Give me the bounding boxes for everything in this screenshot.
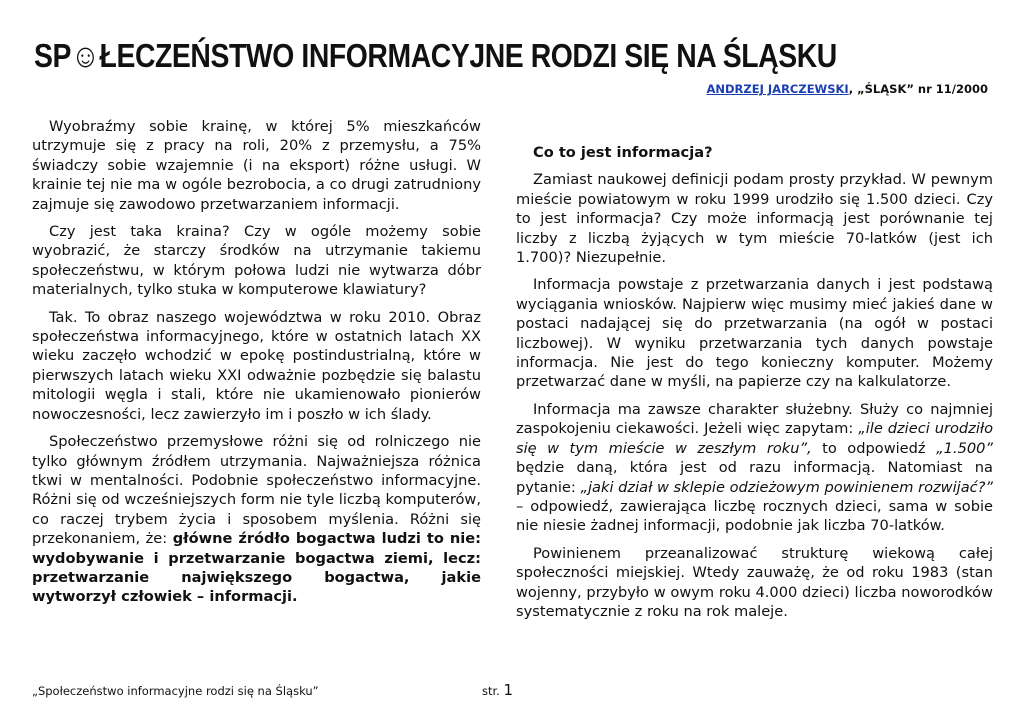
- author-link[interactable]: ANDRZEJ JARCZEWSKI: [706, 82, 849, 96]
- page-number: [482, 682, 513, 699]
- right-column: [516, 143, 993, 629]
- smiley-icon: ☺: [71, 37, 100, 74]
- paragraph-text: Informacja ma zawsze charakter służebny. Służy co najmniej zaspokojeniu ciekawości. Jeżeli więc zapytam:: [516, 400, 993, 438]
- paragraph-emphasis: główne źródło bogactwa ludzi to nie: wydobywanie i przetwarzanie bogactwa ziemi, lecz: przetwarzanie największego bogactwa, jakie wytworzył człowiek – informacji.: [32, 530, 481, 606]
- left-column: [32, 117, 481, 615]
- page-number-value: 1: [503, 681, 514, 699]
- page-label: str.: [482, 684, 500, 698]
- title-part-1: SP: [34, 37, 72, 74]
- byline: [706, 82, 988, 96]
- paragraph-text: Społeczeństwo przemysłowe różni się od rolniczego nie tylko głównym źródłem utrzymania. Najważniejsza różnica tkwi w mentalności. Podobnie społeczeństwo informacyjne. Różni się od wcześniejszych form nie tyle liczbą komputerów, co raczej trybem życia i sposobem myślenia. Różni się przekonaniem, że:: [32, 433, 481, 548]
- paragraph: Wyobraźmy sobie krainę, w której 5% mieszkańców utrzymuje się z pracy na roli, 20% z przemysłu, a 75% świadczy sobie wzajemnie (i na eksport) różne usługi. W krainie tej nie ma w ogóle bezrobocia, a co drugi zatrudniony zajmuje się zawodowo przetwarzaniem informacji.: [32, 118, 481, 213]
- paragraph: Informacja powstaje z przetwarzania danych i jest podstawą wyciągania wniosków. Najpierw więc musimy mieć jakieś dane w postaci nadającej się do przetwarzania (na ogół w postaci liczbowej). W wyniku przetwarzania tych danych powstaje informacja. Nie jest do tego konieczny komputer. Możemy przetwarzać dane w myśli, na papierze czy na kalkulatorze.: [516, 276, 993, 391]
- source-text: , „ŚLĄSK” nr 11/2000: [848, 82, 988, 96]
- section-heading: Co to jest informacja?: [533, 144, 713, 161]
- quote-italic: „jaki dział w sklepie odzieżowym powinienem rozwijać?”: [580, 478, 993, 496]
- page-title: [34, 36, 860, 76]
- paragraph: [516, 400, 993, 536]
- paragraph-text: będzie daną, która jest od razu informacją. Natomiast na pytanie:: [516, 459, 993, 496]
- paragraph: [32, 432, 481, 607]
- paragraph: Zamiast naukowej definicji podam prosty przykład. W pewnym mieście powiatowym w roku 1999 urodziło się 1.500 dzieci. Czy to jest informacja? Czy może informacją jest porównanie tej liczby z liczbą żyjących w tym mieście 70-latków (jest ich 1.700)? Niezupełnie.: [516, 171, 993, 267]
- paragraph: Tak. To obraz naszego województwa w roku 2010. Obraz społeczeństwa informacyjnego, które w ostatnich latach XX wieku zaczęło wchodzić w epokę postindustrialną, które w pierwszych latach wieku XXI odważnie pozbędzie się balastu mitologii węgla i stali, które nie ukamienowało pionierów nowoczesności, lecz zawierzyło im i poszło w ich ślady.: [32, 308, 481, 423]
- quote-italic: „1.500”: [936, 439, 993, 457]
- paragraph-text: – odpowiedź, zawierająca liczbę rocznych dzieci, sama w sobie nie niesie żadnej informacji, podobnie jak liczba 70-latków.: [516, 497, 993, 535]
- title-part-2: ŁECZEŃSTWO INFORMACYJNE RODZI SIĘ NA ŚLĄSKU: [99, 37, 837, 74]
- paragraph: Czy jest taka kraina? Czy w ogóle możemy sobie wyobrazić, że starczy środków na utrzymanie takiemu społeczeństwu, w którym połowa ludzi nie wytwarza dóbr materialnych, tylko stuka w komputerowe klawiatury?: [32, 223, 481, 299]
- paragraph-text: to odpowiedź: [811, 439, 937, 457]
- footer-title: „Społeczeństwo informacyjne rodzi się na Śląsku”: [32, 684, 319, 698]
- quote-italic: „ile dzieci urodziło się w tym mieście w zeszłym roku”,: [516, 420, 993, 457]
- paragraph: Powinienem przeanalizować strukturę wiekową całej społeczności miejskiej. Wtedy zauważę, że od roku 1983 (stan wojenny, przybyło w owym roku 4.000 dzieci) liczba noworodków systematycznie z roku na rok maleje.: [516, 544, 993, 620]
